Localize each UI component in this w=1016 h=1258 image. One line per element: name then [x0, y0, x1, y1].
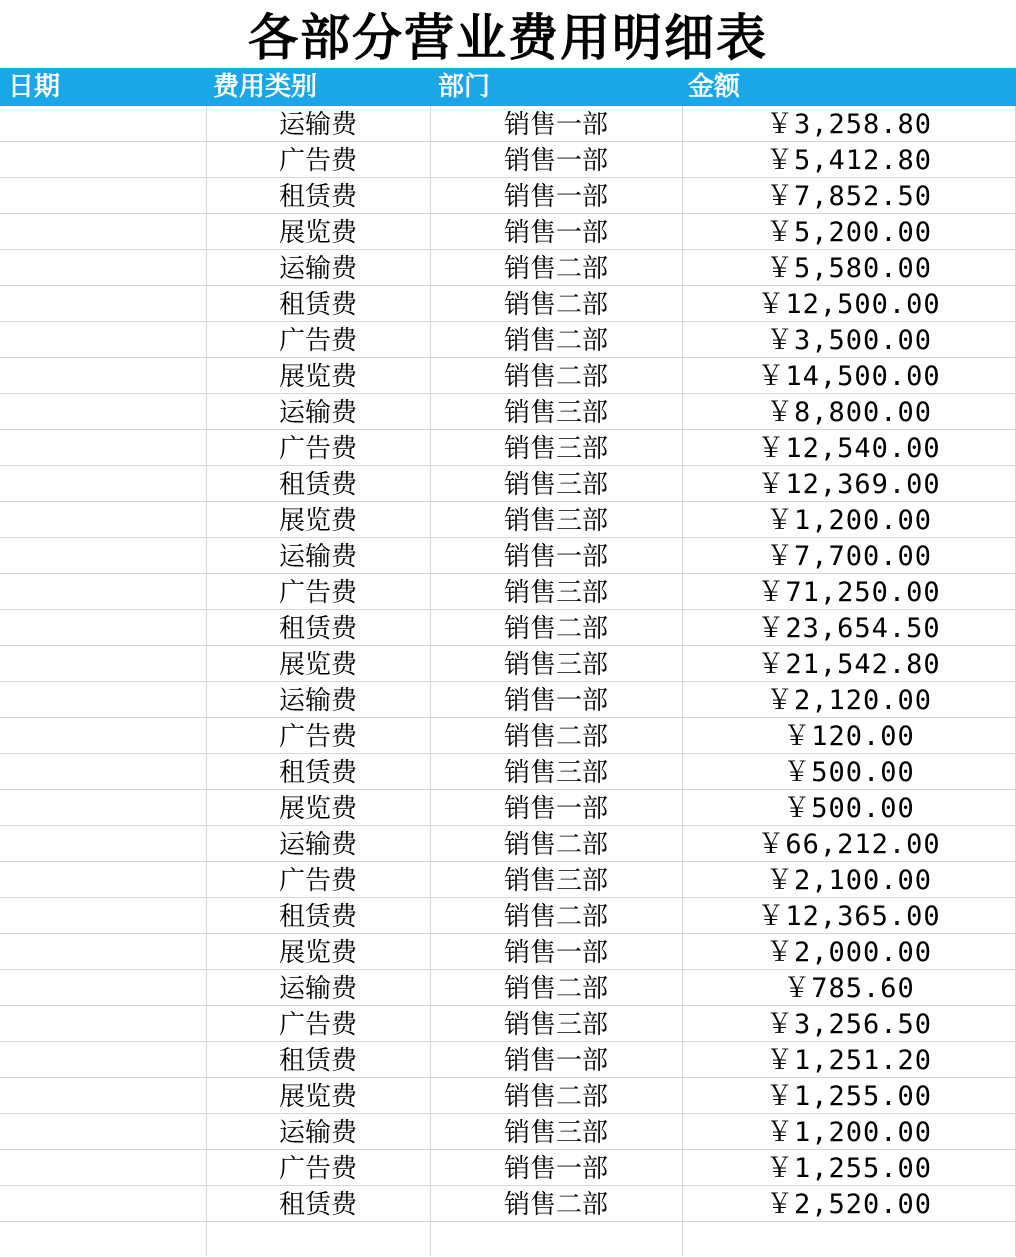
table-row	[0, 790, 1016, 826]
date-cell[interactable]	[0, 754, 206, 790]
date-cell[interactable]	[0, 826, 206, 862]
amount-cell[interactable]: ￥21,542.80	[757, 649, 941, 680]
date-cell[interactable]	[0, 1006, 206, 1042]
category-cell[interactable]: 运输费	[278, 830, 357, 860]
department-cell[interactable]: 销售二部	[503, 362, 608, 392]
category-cell[interactable]: 广告费	[278, 434, 357, 464]
date-cell[interactable]	[0, 1078, 206, 1114]
table-row	[0, 754, 1016, 790]
department-cell[interactable]: 销售二部	[503, 830, 608, 860]
amount-cell[interactable]: ￥12,540.00	[757, 433, 941, 464]
department-cell[interactable]: 销售一部	[503, 1154, 608, 1184]
category-cell[interactable]: 运输费	[278, 254, 357, 284]
amount-cell[interactable]: ￥66,212.00	[757, 829, 941, 860]
date-cell[interactable]	[0, 610, 206, 646]
date-cell[interactable]	[0, 394, 206, 430]
category-cell[interactable]: 运输费	[278, 974, 357, 1004]
amount-cell[interactable]: ￥2,100.00	[765, 865, 933, 896]
department-cell[interactable]: 销售三部	[503, 434, 608, 464]
table-row	[0, 1078, 1016, 1114]
sheet-title[interactable]: 各部分营业费用明细表	[248, 9, 768, 67]
table-row	[0, 970, 1016, 1006]
table-row	[0, 1186, 1016, 1222]
date-cell[interactable]	[0, 358, 206, 394]
category-cell[interactable]: 租赁费	[278, 902, 357, 932]
category-cell[interactable]: 展览费	[278, 218, 357, 248]
department-cell[interactable]: 销售三部	[503, 758, 608, 788]
category-cell[interactable]: 展览费	[278, 362, 357, 392]
category-cell[interactable]: 运输费	[278, 110, 357, 140]
table-row	[0, 178, 1016, 214]
department-cell[interactable]: 销售二部	[503, 722, 608, 752]
category-cell[interactable]: 展览费	[278, 650, 357, 680]
date-cell[interactable]	[0, 718, 206, 754]
table-row	[0, 682, 1016, 718]
department-cell[interactable]: 销售三部	[503, 398, 608, 428]
category-cell[interactable]: 租赁费	[278, 1190, 357, 1220]
category-cell[interactable]: 广告费	[278, 722, 357, 752]
amount-cell[interactable]: ￥12,369.00	[757, 469, 941, 500]
category-cell[interactable]: 租赁费	[278, 182, 357, 212]
date-cell[interactable]	[0, 178, 206, 214]
date-cell[interactable]	[0, 862, 206, 898]
amount-cell[interactable]: ￥1,255.00	[765, 1153, 933, 1184]
category-cell[interactable]: 运输费	[278, 398, 357, 428]
date-cell[interactable]	[0, 538, 206, 574]
date-cell[interactable]	[0, 934, 206, 970]
department-cell[interactable]: 销售二部	[503, 1190, 608, 1220]
table-row	[0, 394, 1016, 430]
category-cell[interactable]: 运输费	[278, 542, 357, 572]
category-cell[interactable]	[206, 1222, 430, 1258]
department-cell[interactable]: 销售一部	[503, 686, 608, 716]
department-cell[interactable]	[430, 1222, 682, 1258]
department-cell[interactable]: 销售三部	[503, 578, 608, 608]
amount-cell[interactable]: ￥785.60	[783, 973, 915, 1004]
category-cell[interactable]: 租赁费	[278, 758, 357, 788]
amount-cell[interactable]: ￥1,255.00	[765, 1081, 933, 1112]
department-cell[interactable]: 销售二部	[503, 1082, 608, 1112]
category-cell[interactable]: 租赁费	[278, 1046, 357, 1076]
table-row	[0, 322, 1016, 358]
table-row	[0, 466, 1016, 502]
table-row	[0, 574, 1016, 610]
category-cell[interactable]: 广告费	[278, 578, 357, 608]
table-row	[0, 358, 1016, 394]
department-cell[interactable]: 销售二部	[503, 902, 608, 932]
department-cell[interactable]: 销售一部	[503, 794, 608, 824]
amount-cell[interactable]: ￥7,700.00	[765, 541, 933, 572]
department-cell[interactable]: 销售二部	[503, 614, 608, 644]
table-row	[0, 430, 1016, 466]
table-row	[0, 610, 1016, 646]
category-cell[interactable]: 广告费	[278, 326, 357, 356]
department-cell[interactable]: 销售一部	[503, 218, 608, 248]
data-grid	[0, 106, 1016, 1256]
department-cell[interactable]: 销售三部	[503, 506, 608, 536]
table-row	[0, 538, 1016, 574]
date-cell[interactable]	[0, 1042, 206, 1078]
amount-cell[interactable]: ￥3,256.50	[765, 1009, 933, 1040]
department-cell[interactable]: 销售三部	[503, 470, 608, 500]
amount-cell[interactable]: ￥3,258.80	[765, 109, 933, 140]
amount-cell[interactable]: ￥3,500.00	[765, 325, 933, 356]
table-row	[0, 142, 1016, 178]
empty-row	[0, 1222, 1016, 1258]
date-cell[interactable]	[0, 682, 206, 718]
category-cell[interactable]: 展览费	[278, 938, 357, 968]
category-cell[interactable]: 展览费	[278, 794, 357, 824]
category-cell[interactable]: 展览费	[278, 1082, 357, 1112]
amount-cell[interactable]: ￥5,200.00	[765, 217, 933, 248]
category-cell[interactable]: 广告费	[278, 1010, 357, 1040]
header-category[interactable]: 费用类别	[213, 72, 318, 102]
table-row	[0, 718, 1016, 754]
department-cell[interactable]: 销售三部	[503, 866, 608, 896]
department-cell[interactable]: 销售一部	[503, 182, 608, 212]
category-cell[interactable]: 展览费	[278, 506, 357, 536]
department-cell[interactable]: 销售一部	[503, 542, 608, 572]
table-row	[0, 934, 1016, 970]
category-cell[interactable]: 租赁费	[278, 614, 357, 644]
date-cell[interactable]	[0, 502, 206, 538]
table-row	[0, 898, 1016, 934]
amount-cell[interactable]: ￥1,251.20	[765, 1045, 933, 1076]
amount-cell[interactable]: ￥5,412.80	[765, 145, 933, 176]
amount-cell[interactable]: ￥2,520.00	[765, 1189, 933, 1220]
date-cell[interactable]	[0, 250, 206, 286]
amount-cell[interactable]: ￥8,800.00	[765, 397, 933, 428]
date-cell[interactable]	[0, 1114, 206, 1150]
date-cell[interactable]	[0, 1186, 206, 1222]
table-row	[0, 106, 1016, 142]
date-cell[interactable]	[0, 106, 206, 142]
amount-cell[interactable]: ￥2,120.00	[765, 685, 933, 716]
header-amount[interactable]: 金额	[688, 72, 741, 102]
department-cell[interactable]: 销售一部	[503, 110, 608, 140]
date-cell[interactable]	[0, 970, 206, 1006]
department-cell[interactable]: 销售一部	[503, 938, 608, 968]
date-cell[interactable]	[0, 142, 206, 178]
amount-cell[interactable]: ￥71,250.00	[757, 577, 941, 608]
department-cell[interactable]: 销售二部	[503, 974, 608, 1004]
department-cell[interactable]: 销售一部	[503, 146, 608, 176]
amount-cell[interactable]: ￥7,852.50	[765, 181, 933, 212]
date-cell[interactable]	[0, 646, 206, 682]
amount-cell[interactable]	[682, 1222, 1016, 1258]
amount-cell[interactable]: ￥5,580.00	[765, 253, 933, 284]
category-cell[interactable]: 广告费	[278, 146, 357, 176]
date-cell[interactable]	[0, 1150, 206, 1186]
department-cell[interactable]: 销售三部	[503, 1010, 608, 1040]
amount-cell[interactable]: ￥14,500.00	[757, 361, 941, 392]
table-row	[0, 1150, 1016, 1186]
amount-cell[interactable]: ￥1,200.00	[765, 505, 933, 536]
category-cell[interactable]: 运输费	[278, 686, 357, 716]
header-date[interactable]: 日期	[8, 72, 61, 102]
department-cell[interactable]: 销售二部	[503, 290, 608, 320]
amount-cell[interactable]: ￥500.00	[783, 757, 915, 788]
date-cell[interactable]	[0, 466, 206, 502]
category-cell[interactable]: 广告费	[278, 866, 357, 896]
date-cell[interactable]	[0, 286, 206, 322]
date-cell[interactable]	[0, 574, 206, 610]
date-cell[interactable]	[0, 430, 206, 466]
table-row	[0, 1114, 1016, 1150]
date-cell[interactable]	[0, 214, 206, 250]
date-cell[interactable]	[0, 1222, 206, 1258]
header-row	[0, 68, 1016, 106]
table-row	[0, 286, 1016, 322]
category-cell[interactable]: 广告费	[278, 1154, 357, 1184]
table-row	[0, 1006, 1016, 1042]
amount-cell[interactable]: ￥12,365.00	[757, 901, 941, 932]
header-department[interactable]: 部门	[438, 72, 491, 102]
date-cell[interactable]	[0, 790, 206, 826]
amount-cell[interactable]: ￥500.00	[783, 793, 915, 824]
department-cell[interactable]: 销售一部	[503, 1046, 608, 1076]
department-cell[interactable]: 销售二部	[503, 254, 608, 284]
amount-cell[interactable]: ￥1,200.00	[765, 1117, 933, 1148]
table-row	[0, 826, 1016, 862]
department-cell[interactable]: 销售三部	[503, 650, 608, 680]
table-row	[0, 214, 1016, 250]
date-cell[interactable]	[0, 322, 206, 358]
amount-cell[interactable]: ￥120.00	[783, 721, 915, 752]
table-row	[0, 250, 1016, 286]
category-cell[interactable]: 租赁费	[278, 290, 357, 320]
category-cell[interactable]: 租赁费	[278, 470, 357, 500]
date-cell[interactable]	[0, 898, 206, 934]
amount-cell[interactable]: ￥2,000.00	[765, 937, 933, 968]
category-cell[interactable]: 运输费	[278, 1118, 357, 1148]
department-cell[interactable]: 销售二部	[503, 326, 608, 356]
table-row	[0, 646, 1016, 682]
table-row	[0, 1042, 1016, 1078]
department-cell[interactable]: 销售三部	[503, 1118, 608, 1148]
amount-cell[interactable]: ￥23,654.50	[757, 613, 941, 644]
table-row	[0, 502, 1016, 538]
amount-cell[interactable]: ￥12,500.00	[757, 289, 941, 320]
table-row	[0, 862, 1016, 898]
